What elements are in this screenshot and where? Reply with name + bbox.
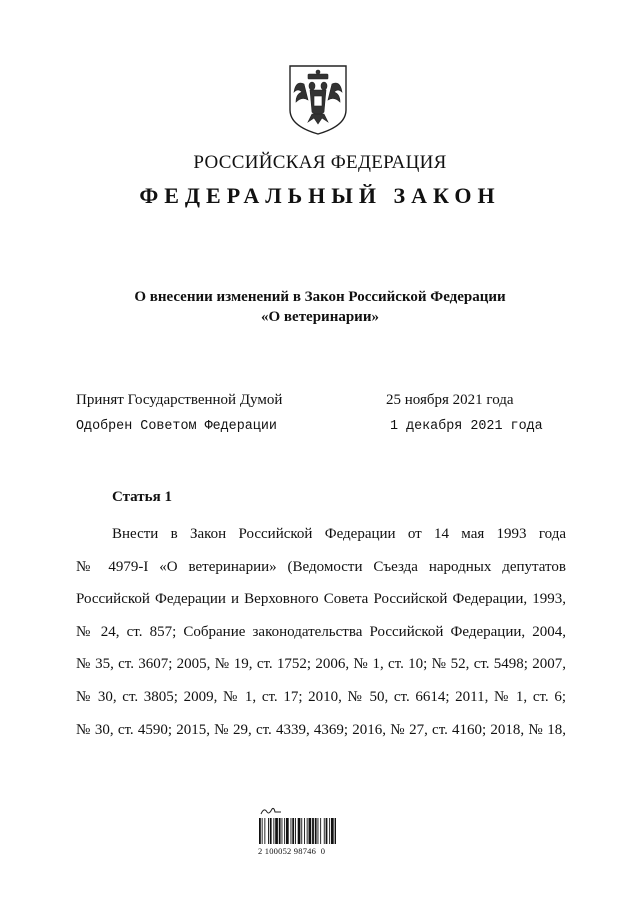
barcode-bar xyxy=(331,818,334,844)
barcode-bar xyxy=(273,818,274,844)
barcode-bar xyxy=(315,818,317,844)
country-name: РОССИЙСКАЯ ФЕДЕРАЦИЯ xyxy=(193,152,447,173)
document-type: ФЕДЕРАЛЬНЫЙ ЗАКОН xyxy=(139,183,501,208)
barcode-bar xyxy=(318,818,319,844)
barcode-bar xyxy=(307,818,308,844)
article-heading: Статья 1 xyxy=(112,489,172,505)
registration-mark-icon xyxy=(260,806,282,816)
article-line: № 24, ст. 857; Собрание законодательства Российской Федерации, 2004, xyxy=(76,623,566,640)
council-date: 1 декабря 2021 года xyxy=(390,419,543,434)
barcode-bar xyxy=(262,818,263,844)
barcode-number: 2 100052 98746 0 xyxy=(258,846,326,856)
duma-date: 25 ноября 2021 года xyxy=(386,392,514,408)
law-title xyxy=(0,287,640,327)
barcode-bar xyxy=(324,818,325,844)
article-body xyxy=(76,518,566,746)
barcode-bar xyxy=(275,818,278,844)
barcode-bar xyxy=(279,818,281,844)
article-line: Внести в Закон Российской Федерации от 14 мая 1993 года xyxy=(112,526,566,542)
barcode-bar xyxy=(259,818,261,844)
barcode-bar xyxy=(264,818,265,844)
barcode-bar xyxy=(268,818,269,844)
barcode-bar xyxy=(282,818,283,844)
article-line: № 30, ст. 4590; 2015, № 29, ст. 4339, 4369; 2016, № 27, ст. 4160; 2018, № 18, xyxy=(76,721,566,738)
barcode-bar xyxy=(320,818,321,844)
barcode-bar xyxy=(291,818,292,844)
barcode-bar xyxy=(335,818,336,844)
barcode-bars xyxy=(258,818,336,844)
barcode-bar xyxy=(298,818,301,844)
article-line: № 4979-I «О ветеринарии» (Ведомости Съезда народных депутатов xyxy=(76,558,566,575)
barcode-bar xyxy=(301,818,302,844)
coat-of-arms-icon xyxy=(286,62,350,136)
barcode-bar xyxy=(326,818,328,844)
barcode-bar xyxy=(309,818,312,844)
barcode-bar xyxy=(312,818,314,844)
law-title-line-1: О внесении изменений в Закон Российской Федерации xyxy=(134,289,506,305)
barcode-bar xyxy=(329,818,330,844)
duma-label: Принят Государственной Думой xyxy=(76,392,283,408)
law-title-line-2: «О ветеринарии» xyxy=(261,309,379,325)
article-line: № 35, ст. 3607; 2005, № 19, ст. 1752; 2006, № 1, ст. 10; № 52, ст. 5498; 2007, xyxy=(76,656,566,673)
council-label: Одобрен Советом Федерации xyxy=(76,419,277,434)
barcode-bar xyxy=(286,818,289,844)
barcode-bar xyxy=(270,818,272,844)
article-line: Российской Федерации и Верховного Совета Российской Федерации, 1993, xyxy=(76,591,566,608)
barcode xyxy=(258,806,338,856)
barcode-bar xyxy=(304,818,305,844)
barcode-bar xyxy=(295,818,296,844)
barcode-bar xyxy=(292,818,294,844)
barcode-bar xyxy=(284,818,285,844)
article-line: № 30, ст. 3805; 2009, № 1, ст. 17; 2010, № 50, ст. 6614; 2011, № 1, ст. 6; xyxy=(76,688,566,705)
